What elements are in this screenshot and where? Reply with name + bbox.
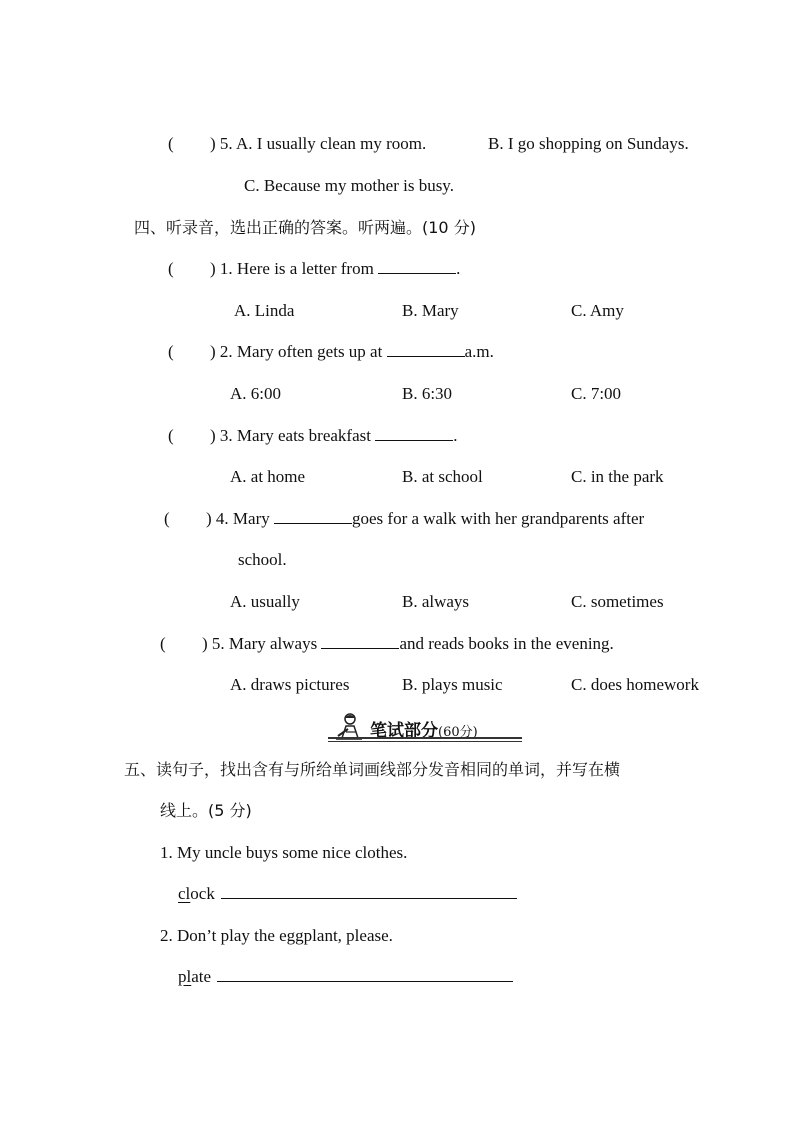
underlined-part: pl bbox=[178, 967, 192, 986]
question-text: Mary often gets up at bbox=[236, 342, 387, 361]
written-section-banner bbox=[326, 712, 524, 742]
question-number: ) 5. bbox=[202, 634, 225, 653]
option-c: C. does homework bbox=[571, 675, 699, 694]
question-text: Mary eats breakfast bbox=[236, 426, 376, 445]
option-c: C. in the park bbox=[571, 467, 664, 486]
option-a: A. Linda bbox=[234, 301, 295, 320]
question-number: ) 3. bbox=[210, 426, 233, 445]
word-line-2 bbox=[178, 966, 513, 988]
question-number: ) 2. bbox=[210, 342, 233, 361]
option-b: B. Mary bbox=[402, 301, 459, 320]
option-a: A. draws pictures bbox=[230, 675, 350, 694]
option-b: B. at school bbox=[402, 467, 483, 486]
writing-figure-icon bbox=[334, 712, 364, 740]
answer-paren[interactable]: ( bbox=[168, 426, 174, 445]
question-3-5 bbox=[168, 133, 426, 155]
question-4-3 bbox=[168, 425, 457, 447]
answer-paren[interactable]: ( bbox=[168, 259, 174, 278]
word-rest: ate bbox=[191, 967, 212, 986]
word-rest: ock bbox=[190, 884, 215, 903]
question-continuation: school. bbox=[238, 550, 287, 569]
underlined-part: cl bbox=[178, 884, 191, 903]
question-4-1 bbox=[168, 258, 460, 280]
option-c: C. Because my mother is busy. bbox=[244, 176, 454, 195]
section-4-heading: 四、听录音，选出正确的答案。听两遍。(10 分) bbox=[134, 218, 476, 237]
answer-blank[interactable] bbox=[387, 342, 465, 357]
answer-paren[interactable]: ( bbox=[164, 509, 170, 528]
banner-underline-thin bbox=[328, 741, 522, 742]
question-text: Here is a letter from bbox=[236, 259, 379, 278]
sentence-2: 2. Don’t play the eggplant, please. bbox=[160, 926, 393, 945]
option-b: B. always bbox=[402, 592, 470, 611]
question-4-5 bbox=[160, 633, 614, 655]
option-a: A. I usually clean my room. bbox=[235, 134, 427, 153]
question-number: ) 4. bbox=[206, 509, 229, 528]
answer-paren[interactable]: ( bbox=[160, 634, 166, 653]
question-text: Mary always bbox=[228, 634, 322, 653]
banner-underline bbox=[328, 737, 522, 739]
question-text-after: . bbox=[453, 426, 458, 445]
question-4-4 bbox=[164, 508, 644, 530]
option-c: C. Amy bbox=[571, 301, 624, 320]
option-b: B. 6:30 bbox=[402, 384, 453, 403]
question-text-after: a.m. bbox=[464, 342, 494, 361]
question-4-2 bbox=[168, 341, 494, 363]
section-5-heading: 五、读句子，找出含有与所给单词画线部分发音相同的单词，并写在横 bbox=[124, 760, 621, 779]
answer-line[interactable] bbox=[221, 884, 517, 899]
question-text-after: goes for a walk with her grandparents after bbox=[352, 509, 645, 528]
option-c: C. 7:00 bbox=[571, 384, 622, 403]
question-text: Mary bbox=[232, 509, 274, 528]
question-text-after: and reads books in the evening. bbox=[399, 634, 614, 653]
option-a: A. 6:00 bbox=[230, 384, 281, 403]
option-a: A. at home bbox=[230, 467, 306, 486]
option-b: B. I go shopping on Sundays. bbox=[488, 134, 689, 153]
answer-paren[interactable]: ( bbox=[168, 134, 174, 153]
answer-blank[interactable] bbox=[375, 426, 453, 441]
answer-blank[interactable] bbox=[321, 634, 399, 649]
answer-blank[interactable] bbox=[274, 509, 352, 524]
question-text-after: . bbox=[456, 259, 461, 278]
banner-score: (60分) bbox=[438, 725, 478, 740]
banner-title: 笔试部分(60分) bbox=[370, 721, 478, 741]
option-a: A. usually bbox=[230, 592, 300, 611]
question-number: ) 1. bbox=[210, 259, 233, 278]
section-5-heading-cont: 线上。(5 分) bbox=[160, 801, 252, 820]
option-b: B. plays music bbox=[402, 675, 503, 694]
option-c: C. sometimes bbox=[571, 592, 664, 611]
answer-paren[interactable]: ( bbox=[168, 342, 174, 361]
answer-blank[interactable] bbox=[378, 259, 456, 274]
answer-line[interactable] bbox=[217, 967, 513, 982]
word-line-1 bbox=[178, 883, 517, 905]
sentence-1: 1. My uncle buys some nice clothes. bbox=[160, 843, 408, 862]
question-number: ) 5. bbox=[210, 134, 233, 153]
